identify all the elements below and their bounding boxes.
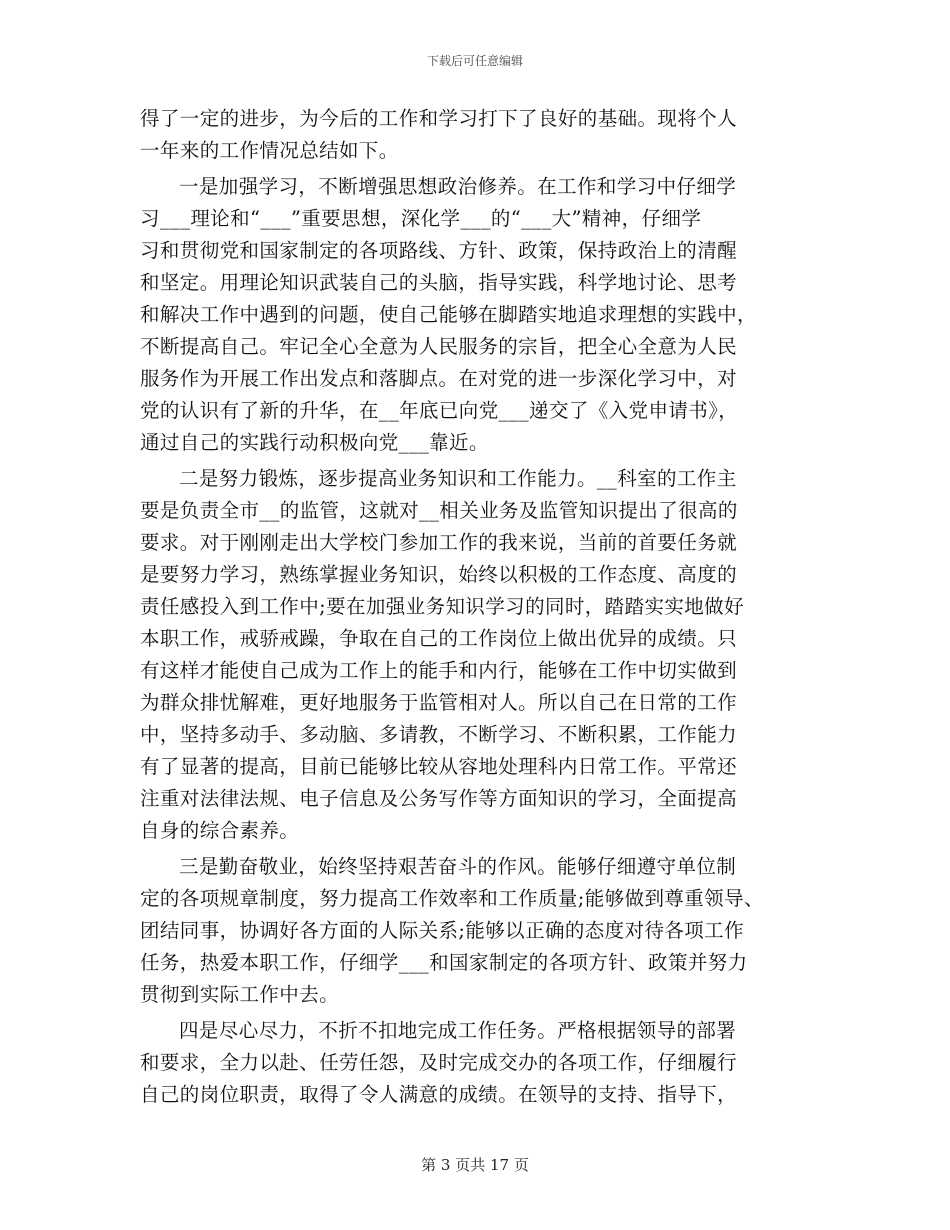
text-line: 二是努力锻炼，逐步提高业务知识和工作能力。__科室的工作主: [179, 467, 737, 490]
text-line: 本职工作，戒骄戒躁，争取在自己的工作岗位上做出优异的成绩。只: [140, 627, 738, 650]
text-line: 和坚定。用理论知识武装自己的头脑，指导实践，科学地讨论、思考: [140, 271, 738, 294]
text-line: 自身的综合素养。: [140, 819, 300, 842]
text-line: 和要求，全力以赴、任劳任怨，及时完成交办的各项工作，仔细履行: [140, 1051, 738, 1074]
text-line: 有了显著的提高，目前已能够比较从容地处理科内日常工作。平常还: [140, 755, 738, 778]
text-line: 服务作为开展工作出发点和落脚点。在对党的进一步深化学习中，对: [140, 367, 738, 390]
text-line: 团结同事，协调好各方面的人际关系;能够以正确的态度对待各项工作: [140, 919, 744, 942]
text-line: 通过自己的实践行动积极向党___靠近。: [140, 431, 489, 454]
text-line: 要求。对于刚刚走出大学校门参加工作的我来说，当前的首要任务就: [140, 531, 738, 554]
text-line: 四是尽心尽力，不折不扣地完成工作任务。严格根据领导的部署: [179, 1019, 737, 1042]
text-line: 贯彻到实际工作中去。: [140, 983, 340, 1006]
text-line: 有这样才能使自己成为工作上的能手和内行，能够在工作中切实做到: [140, 659, 738, 682]
text-line: 得了一定的进步，为今后的工作和学习打下了良好的基础。现将个人: [140, 107, 738, 130]
page-header: 下载后可任意编辑: [426, 54, 523, 68]
text-line: 一是加强学习，不断增强思想政治修养。在工作和学习中仔细学: [179, 175, 737, 198]
text-line: 自己的岗位职责，取得了令人满意的成绩。在领导的支持、指导下，: [140, 1083, 738, 1106]
text-line: 和解决工作中遇到的问题，使自己能够在脚踏实地追求理想的实践中，: [140, 303, 757, 326]
text-line: 定的各项规章制度，努力提高工作效率和工作质量;能够做到尊重领导、: [140, 887, 764, 910]
document-body: [140, 103, 810, 1111]
text-line: 不断提高自己。牢记全心全意为人民服务的宗旨，把全心全意为人民: [140, 335, 738, 358]
text-line: 责任感投入到工作中;要在加强业务知识学习的同时，踏踏实实地做好: [140, 595, 744, 618]
text-line: 三是勤奋敬业，始终坚持艰苦奋斗的作风。能够仔细遵守单位制: [179, 855, 737, 878]
page-footer: 第 3 页共 17 页: [421, 1156, 529, 1174]
text-line: 要是负责全市__的监管，这就对__相关业务及监管知识提出了很高的: [140, 499, 738, 522]
text-line: 为群众排忧解难，更好地服务于监管相对人。所以自己在日常的工作: [140, 691, 738, 714]
text-line: 党的认识有了新的升华，在__年底已向党___递交了《入党申请书》，: [140, 399, 739, 422]
text-line: 中，坚持多动手、多动脑、多请教，不断学习、不断积累，工作能力: [140, 723, 738, 746]
text-line: 习___理论和“___”重要思想，深化学___的“___大”精神，仔细学: [140, 207, 702, 230]
text-line: 任务，热爱本职工作，仔细学___和国家制定的各项方针、政策并努力: [140, 951, 748, 974]
text-line: 一年来的工作情况总结如下。: [140, 139, 399, 162]
text-line: 是要努力学习，熟练掌握业务知识，始终以积极的工作态度、高度的: [140, 563, 738, 586]
text-line: 注重对法律法规、电子信息及公务写作等方面知识的学习，全面提高: [140, 787, 738, 810]
text-line: 习和贯彻党和国家制定的各项路线、方针、政策，保持政治上的清醒: [140, 239, 738, 262]
